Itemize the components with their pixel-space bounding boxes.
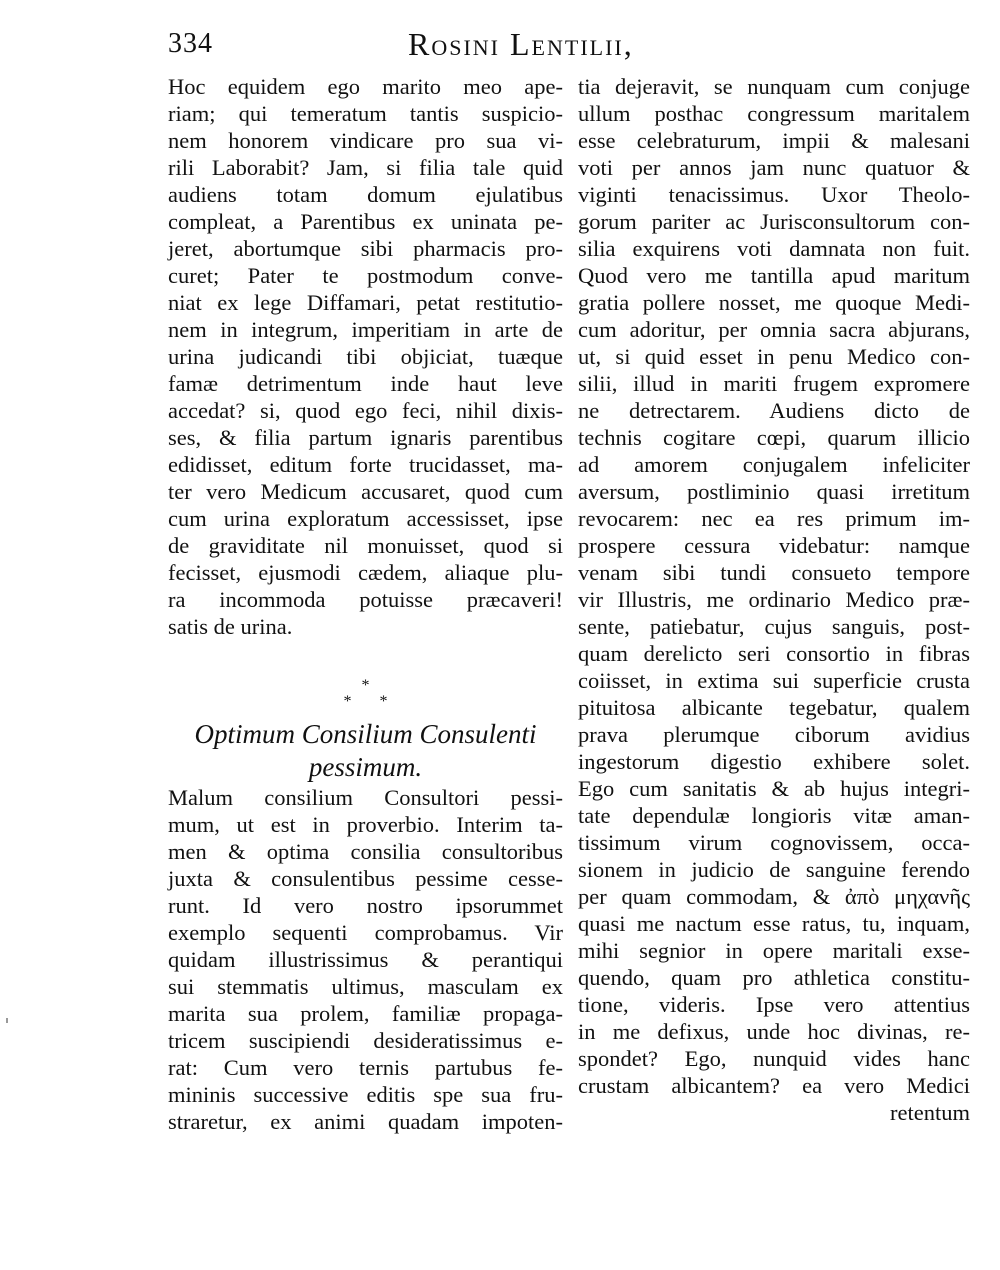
text-line: rili Laborabit? Jam, si filia tale quid: [168, 155, 563, 180]
text-line: tione, videris. Ipse vero attentius: [578, 992, 970, 1017]
text-line: silii, illud in mariti frugem expromere: [578, 371, 970, 396]
text-line: Ego cum sanitatis & ab hujus integri-: [578, 776, 970, 801]
text-line: quasi me nactum esse ratus, tu, inquam,: [578, 911, 970, 936]
text-line: technis cogitare cœpi, quarum illicio: [578, 425, 970, 450]
text-line: niat ex lege Diffamari, petat restitutio-: [168, 290, 563, 315]
text-line: sui stemmatis ultimus, masculam ex: [168, 974, 563, 999]
text-line: per quam commodam, & ἀπὸ μηχανῆς: [578, 884, 970, 909]
page-number: 334: [168, 28, 213, 59]
text-line: audiens totam domum ejulatibus: [168, 182, 563, 207]
text-line: ses, & filia partum ignaris parentibus: [168, 425, 563, 450]
text-line: ne detrectarem. Audiens dicto de: [578, 398, 970, 423]
text-line: runt. Id vero nostro ipsorummet: [168, 893, 563, 918]
text-line: crustam albicantem? ea vero Medici: [578, 1073, 970, 1098]
ornament-star-top: *: [361, 677, 370, 694]
text-line: juxta & consulentibus pessime cesse-: [168, 866, 563, 891]
catchword: retentum: [890, 1100, 970, 1125]
text-line: vir Illustris, me ordinario Medico præ-: [578, 587, 970, 612]
section-heading-line-1: Optimum Consilium Consulenti: [194, 719, 537, 749]
text-line: straretur, ex animi quadam impoten-: [168, 1109, 563, 1134]
right-column: [578, 73, 970, 1126]
text-line: urina judicandi tibi objiciat, tuæque: [168, 344, 563, 369]
text-line: jeret, abortumque sibi pharmacis pro-: [168, 236, 563, 261]
ornament-star-right: *: [379, 693, 416, 710]
text-line: nem in integrum, imperitiam in arte de: [168, 317, 563, 342]
text-line: tate dependulæ longioris vitæ aman-: [578, 803, 970, 828]
text-line: famæ detrimentum inde haut leve: [168, 371, 563, 396]
text-line: silia exquirens voti damnata non fuit.: [578, 236, 970, 261]
text-line: mihi segnior in opere maritali exse-: [578, 938, 970, 963]
text-line: nem honorem vindicare pro sua vi-: [168, 128, 563, 153]
text-line: aversum, postliminio quasi irretitum: [578, 479, 970, 504]
text-line: men & optima consilia consultoribus: [168, 839, 563, 864]
text-line: rat: Cum vero ternis partubus fe-: [168, 1055, 563, 1080]
left-column: [168, 73, 563, 1135]
text-line: esse celebraturum, impii & malesani: [578, 128, 970, 153]
text-line: Hoc equidem ego marito meo ape-: [168, 74, 563, 99]
text-line: ra incommoda potuisse præcaveri!: [168, 587, 563, 612]
text-line: satis de urina.: [168, 614, 293, 639]
text-line: sente, patiebatur, cujus sanguis, post-: [578, 614, 970, 639]
ornament-asterisks: [168, 678, 563, 718]
text-line: prospere cessura videbatur: namque: [578, 533, 970, 558]
text-line: mum, ut est in proverbio. Interim ta-: [168, 812, 563, 837]
text-line: cum urina exploratum accessisset, ipse: [168, 506, 563, 531]
text-line: ullum posthac congressum maritalem: [578, 101, 970, 126]
section-gap: [168, 640, 563, 678]
text-line: compleat, a Parentibus ex uninata pe-: [168, 209, 563, 234]
text-line: ad amorem conjugalem infeliciter: [578, 452, 970, 477]
text-line: spondet? Ego, nunquid vides hanc: [578, 1046, 970, 1071]
text-line: curet; Pater te postmodum conve-: [168, 263, 563, 288]
text-line: mininis successive editis spe sua fru-: [168, 1082, 563, 1107]
text-line: viginti tenacissimus. Uxor Theolo-: [578, 182, 970, 207]
text-line: tia dejeravit, se nunquam cum conjuge: [578, 74, 970, 99]
text-line: accedat? si, quod ego feci, nihil dixis-: [168, 398, 563, 423]
text-line: in me defixus, unde hoc divinas, re-: [578, 1019, 970, 1044]
text-line: venam sibi tundi consueto tempore: [578, 560, 970, 585]
text-line: quidam illustrissimus & perantiqui: [168, 947, 563, 972]
text-line: sionem in judicio de sanguine ferendo: [578, 857, 970, 882]
paragraph-consilium: [168, 784, 563, 1135]
text-line: gratia pollere nosset, me quoque Medi-: [578, 290, 970, 315]
text-line: pituitosa albicante tegebatur, qualem: [578, 695, 970, 720]
right-column-text: [578, 73, 970, 1099]
text-line: de graviditate nil monuisset, quod si: [168, 533, 563, 558]
text-line: revocarem: nec ea res primum im-: [578, 506, 970, 531]
text-line: prava plerumque ciborum avidius: [578, 722, 970, 747]
text-line: coiisset, in extima sui superficie crusta: [578, 668, 970, 693]
text-line: voti per annos jam nunc quatuor &: [578, 155, 970, 180]
text-line: marita sua prolem, familiæ propaga-: [168, 1001, 563, 1026]
text-line: quam derelicto seri consortio in fibras: [578, 641, 970, 666]
text-line: tissimum virum cognovissem, occa-: [578, 830, 970, 855]
text-line: ut, si quid esset in penu Medico con-: [578, 344, 970, 369]
text-line: edidisset, editum forte trucidasset, ma-: [168, 452, 563, 477]
ornament-star-left: *: [343, 693, 380, 710]
running-title: Rosini Lentilii,: [408, 26, 634, 62]
text-line: cum adoritur, per omnia sacra abjurans,: [578, 317, 970, 342]
paragraph-urina: [168, 73, 563, 640]
text-line: tricem suscipiendi desideratissimus e-: [168, 1028, 563, 1053]
ornament-star-pair: [168, 694, 563, 710]
text-line: quendo, quam pro athletica constitu-: [578, 965, 970, 990]
text-line: exemplo sequenti comprobamus. Vir: [168, 920, 563, 945]
margin-mark: [6, 1018, 8, 1023]
section-heading-line-2: pessimum.: [308, 752, 423, 782]
text-line: riam; qui temeratum tantis suspicio-: [168, 101, 563, 126]
text-line: ter vero Medicum accusaret, quod cum: [168, 479, 563, 504]
text-line: ingestorum digestio exhibere solet.: [578, 749, 970, 774]
text-line: Quod vero me tantilla apud maritum: [578, 263, 970, 288]
text-line: fecisset, ejusmodi cædem, aliaque plu-: [168, 560, 563, 585]
text-line: gorum pariter ac Jurisconsultorum con-: [578, 209, 970, 234]
text-line: Malum consilium Consultori pessi-: [168, 785, 563, 810]
